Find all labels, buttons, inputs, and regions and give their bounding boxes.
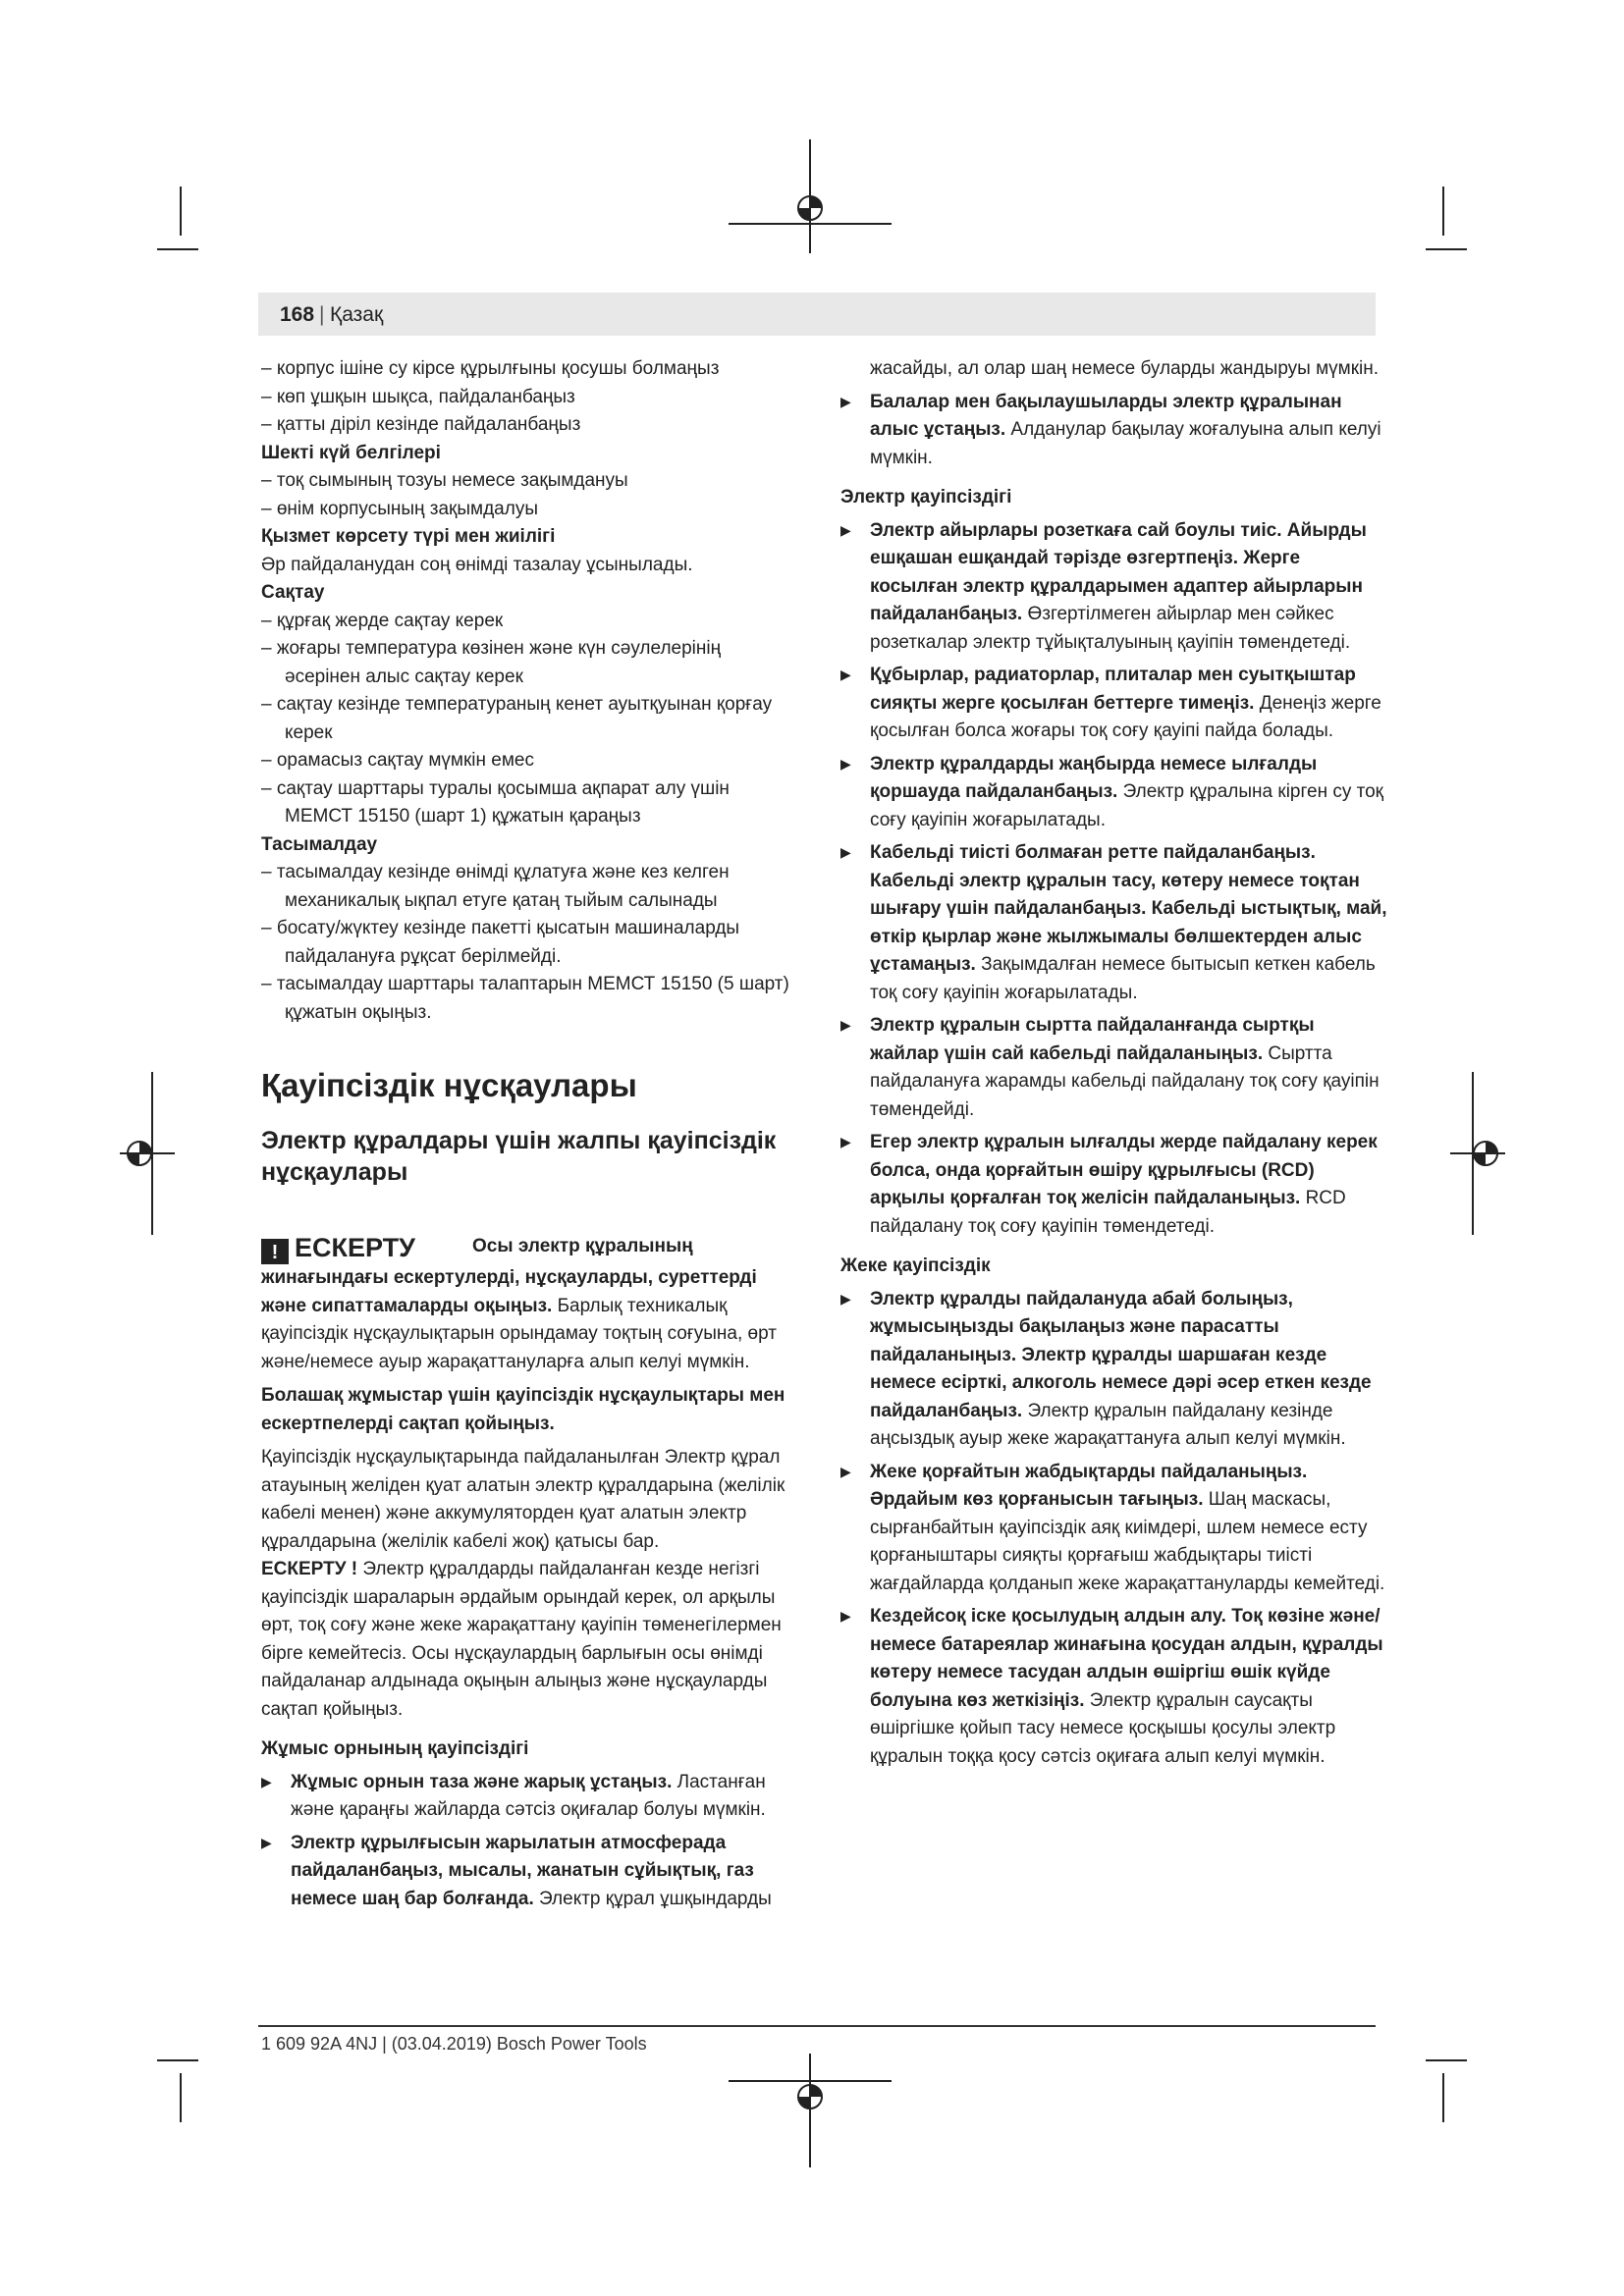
crop-mark [1426,248,1467,250]
heading-work-area: Жұмыс орнының қауіпсіздігі [261,1738,529,1759]
bullet-bold: Балалар мен бақылаушыларды электр құралынан алыс ұстаңыз. [870,391,1342,440]
bullet-text: Электр құралын саусақты өшіргішке қойып тасу немесе қосқышы қосулы электр құралын тоққа қосу сәтсіз оқиғаға алып келуі мүмкін. [870,1689,1336,1767]
crop-mark [157,2059,198,2061]
warning-bold-text: Осы электр құралының жинағындағы ескертулерді, нұсқауларды, суреттерді және сипаттамаларды оқыңыз. [261,1236,757,1316]
bullet-bold: Электр құрылғысын жарылатын атмосферада пайдаланбаңыз, мысалы, жанатын сұйықтық, газ немесе шаң бар болғанда. [291,1832,754,1909]
bullet-text: RCD пайдалану тоқ соғу қауіпін төмендетеді. [870,1188,1346,1237]
heading-service: Қызмет көрсету түрі мен жиілігі [261,526,556,547]
bullet-bold: Электр құралдарды жаңбырда немесе ылғалды қоршауда пайдаланбаңыз. [870,753,1318,802]
warning-badge [261,1233,472,1264]
footer-rule [258,2025,1376,2027]
registration-mark-icon [1448,1070,1507,1237]
list-item: – өнім корпусының зақымдалуы [261,498,538,519]
list-item: – тасымалдау кезінде өнімді құлатуға және кез келген механикалық ықпал етуге қатаң тыйым салынады [261,862,730,911]
bullet-text: Электр құралына кірген су тоқ соғу қауіпін жоғарылатады. [870,781,1383,830]
crop-mark [157,248,198,250]
bullet-bold: Кездейсоқ іске қосылудың алдын алу. Тоқ көзіне және/немесе батареялар жинағына қосудан алдын, құралды көтеру немесе тасудан алдын өшіргіш өшік күйде болуына көз жеткізіңіз. [870,1606,1383,1711]
bullet-text: Электр құрал ұшқындарды [533,1888,772,1909]
list-item: – сақтау кезінде температураның кенет ауытқуынан қорғау керек [261,694,773,743]
heading-personal-safety: Жеке қауіпсіздік [840,1255,991,1276]
registration-mark-icon [727,137,893,255]
warning-label: ЕСКЕРТУ [295,1233,415,1262]
crop-mark [1442,2073,1444,2122]
crop-mark [1442,187,1444,236]
sub-title: Электр құралдары үшін жалпы қауіпсіздік нұсқаулары [261,1127,777,1186]
list-item: – жоғары температура көзінен және күн сәулелерінің әсерінен алыс сақтау керек [261,638,722,687]
warning-text: Барлық техникалық қауіпсіздік нұсқаулықтарын орындамау тоқтың соғуына, өрт және/немесе ауыр жарақаттануларға алып келуі мүмкін. [261,1295,777,1372]
bullet-bold: Кабельді тиісті болмаған ретте пайдаланбаңыз. Кабельді электр құралын тасу, көтеру немесе тоқтан шығару үшін пайдаланбаңыз. Кабельді ыстықтық, май, өткір қырлар және жылжымалы бөлшектерден алыс ұстамаңыз. [870,842,1387,975]
bullet-item [840,1128,1388,1241]
bullet-bold: Электр құралды пайдалануда абай болыңыз, жұмысыңызды бақылаңыз және парасатты пайдаланыңыз. Электр құралды шаршаған кезде немесе есірткі, алкоголь немесе дәрі әсер еткен кезде пайдаланбаңыз. [870,1288,1372,1421]
heading-keep-instructions: Болашақ жұмыстар үшін қауіпсіздік нұсқаулықтары мен ескертпелерді сақтап қойыңыз. [261,1385,785,1434]
bullet-item [840,750,1388,835]
bullet-text: Шаң маскасы, сырғанбайтын қауіпсіздік аяқ киімдері, шлем немесе есту қорғаныштары сияқты қорғағыш жабдықтары тиісті жағдайларда қолданып жеке жарақаттануларды кемейтеді. [870,1489,1385,1594]
bullet-text: Электр құралын пайдалану кезінде аңсыздық ауыр жеке жарақаттануға алып келуі мүмкін. [870,1400,1346,1449]
continued-text: жасайды, ал олар шаң немесе буларды жандыруы мүмкін. [870,358,1380,379]
bullet-text: Өзгертілмеген айырлар мен сәйкес розеткалар электр тұйықталуының қауіпін төмендетеді. [870,604,1351,653]
warning-triangle-icon: ! [261,1239,289,1264]
note-text: Электр құралдарды пайдаланған кезде негізгі қауіпсіздік шараларын әрдайым орындай керек, ол арқылы өрт, тоқ соғу және жеке жарақаттану қауіпін төменегілермен бірге кемейтесіз. Осы нұсқаулардың барлығын осы өнімді пайдаланар алдынада оқыңын алыңыз және нұсқауларды сақтап қойыңыз. [261,1559,782,1720]
bullet-text: Сыртта пайдалануға жарамды кабельді пайдалану тоқ соғу қауіпін төмендейді. [870,1042,1380,1120]
bullet-text: Зақымдалған немесе бытысып кеткен кабель тоқ соғу қауіпін жоғарылатады. [870,954,1376,1003]
bullet-item [261,1829,796,1914]
bullet-bold: Жұмыс орнын таза және жарық ұстаңыз. [291,1771,673,1792]
page-header-bar [258,293,1376,336]
bullet-item [840,1011,1388,1124]
registration-mark-icon [727,2052,893,2169]
heading-electrical-safety: Электр қауіпсіздігі [840,487,1012,507]
bullet-item [261,1768,796,1825]
list-item: – тасымалдау шарттары талаптарын МЕМСТ 15150 (5 шарт) құжатын оқыңыз. [261,974,789,1023]
page-footer: 1 609 92A 4NJ | (03.04.2019) Bosch Power Tools [261,2034,647,2054]
list-item: – сақтау шарттары туралы қосымша ақпарат алу үшін МЕМСТ 15150 (шарт 1) құжатын қараңыз [261,777,730,827]
list-item: – құрғақ жерде сақтау керек [261,610,504,631]
service-text: Әр пайдаланудан соң өнімді тазалау ұсынылады. [261,554,693,575]
list-item: – корпус ішіне су кірсе құрылғыны қосушы болмаңыз [261,358,720,379]
crop-mark [180,187,182,236]
bullet-bold: Жеке қорғайтын жабдықтарды пайдаланыңыз. Әрдайым көз қорғанысын тағыңыз. [870,1461,1308,1510]
bullet-bold: Электр құралын сыртта пайдаланғанда сыртқы жайлар үшін сай кабельді пайдаланыңыз. [870,1015,1315,1064]
list-item: – көп ұшқын шықса, пайдаланбаңыз [261,386,575,407]
list-item: – тоқ сымының тозуы немесе зақымдануы [261,470,628,491]
note-bold: ЕСКЕРТУ ! [261,1559,358,1579]
bullet-text: Ластанған және қараңғы жайларда сәтсіз оқиғалар болуы мүмкін. [291,1771,766,1820]
right-column [840,355,1388,1771]
bullet-item [840,838,1388,1007]
list-item: – қатты діріл кезінде пайдаланбаңыз [261,414,581,435]
bullet-text: Денеңіз жерге қосылған болса жоғары тоқ соғу қауіпі пайда болады. [870,692,1381,741]
section-title: Қауіпсіздік нұсқаулары [261,1067,637,1103]
header-language: Қазақ [330,303,384,326]
bullet-item [840,661,1388,746]
heading-transport: Тасымалдау [261,833,378,855]
warning-block [261,1233,796,1376]
page-number: 168 [280,303,315,326]
bullet-bold: Электр айырлары розеткаға сай боулы тиіс. Айырды ешқашан ешқандай тәрізде өзгертпеңіз. Жерге косылған электр құралдарымен адаптер айырларын пайдаланбаңыз. [870,519,1367,624]
bullet-bold: Құбырлар, радиаторлар, плиталар мен суытқыштар сияқты жерге қосылған беттерге тимеңіз. [870,665,1356,714]
bullet-text: Алданулар бақылау жоғалуына алып келуі мүмкін. [870,419,1381,468]
list-item: – орамасыз сақтау мүмкін емес [261,750,534,771]
registration-mark-icon [118,1070,177,1237]
list-item: – босату/жүктеу кезінде пакетті қысатын машиналарды пайдалануға рұқсат берілмейді. [261,918,740,967]
heading-limit-states: Шекті күй белгілері [261,442,441,463]
bullet-item [840,1602,1388,1771]
bullet-item [840,516,1388,658]
note-paragraph [261,1556,796,1724]
bullet-item [840,388,1388,473]
bullet-item [840,1285,1388,1454]
bullet-item [840,1458,1388,1599]
crop-mark [180,2073,182,2122]
keep-text: Қауіпсіздік нұсқаулықтарында пайдаланылған Электр құрал атауының желіден қуат алатын электр құралдарына (желілік кабелі менен) және аккумуляторден қуат алатын электр құралдарына (желілік кабелі жоқ) қатысы бар. [261,1447,785,1552]
crop-mark [1426,2059,1467,2061]
left-column [261,355,796,1913]
bullet-bold: Егер электр құралын ылғалды жерде пайдалану керек болса, онда қорғайтын өшіру құрылғысы (RCD) арқылы қорғалған тоқ желісін пайдаланыңыз. [870,1132,1378,1208]
heading-storage: Сақтау [261,582,325,603]
header-separator: | [319,303,325,326]
